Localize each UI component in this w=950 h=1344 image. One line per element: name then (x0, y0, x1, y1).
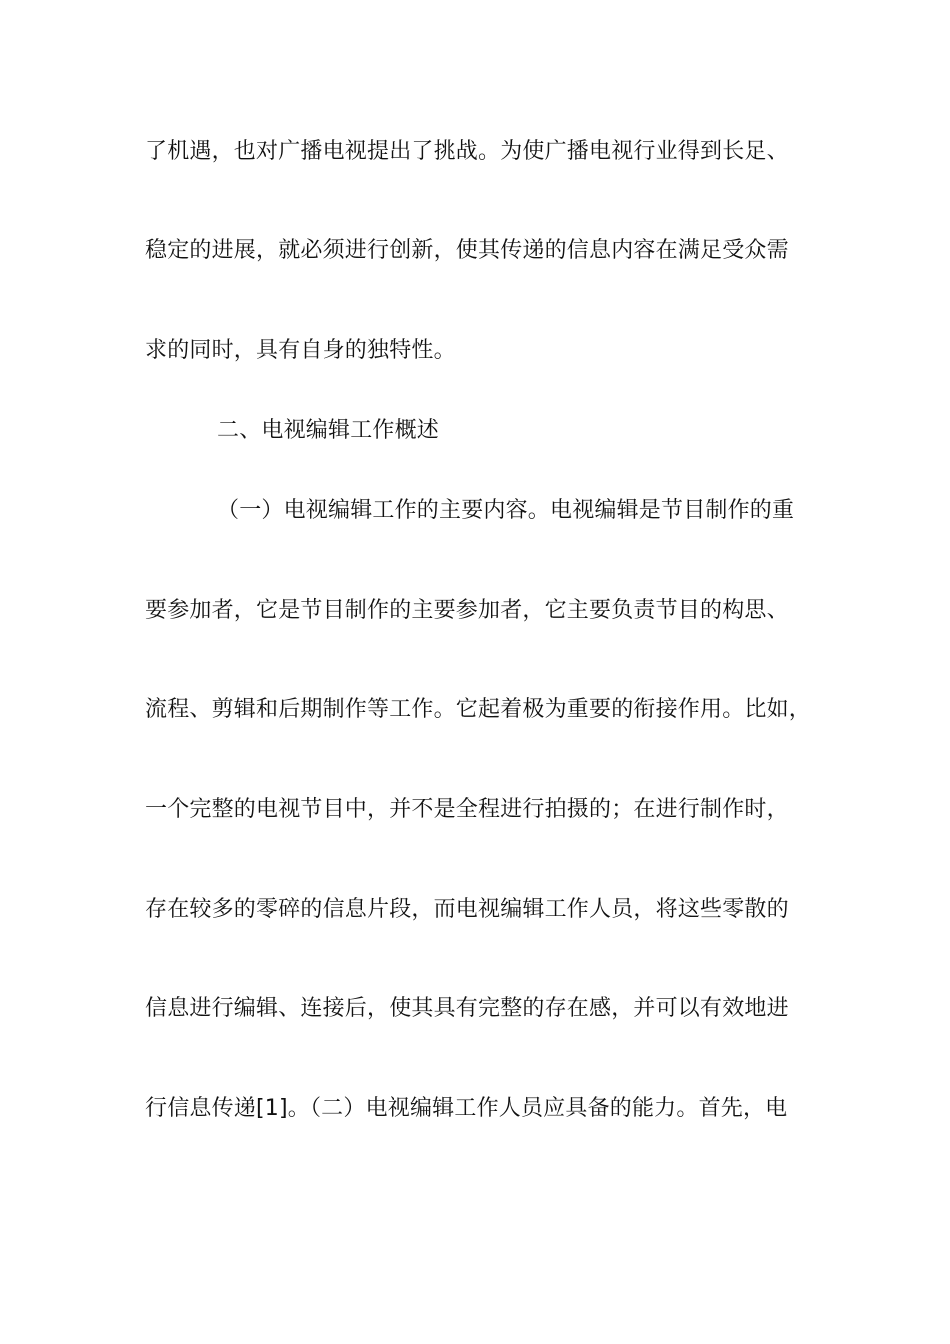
paragraph-line-8: 存在较多的零碎的信息片段，而电视编辑工作人员，将这些零散的 (145, 897, 789, 922)
paragraph-line-2: 稳定的进展，就必须进行创新，使其传递的信息内容在满足受众需 (145, 238, 789, 263)
paragraph-line-9: 信息进行编辑、连接后，使其具有完整的存在感，并可以有效地进 (145, 996, 789, 1021)
paragraph-line-10: 行信息传递[1]。（二）电视编辑工作人员应具备的能力。首先，电 (145, 1096, 788, 1121)
paragraph-line-7: 一个完整的电视节目中，并不是全程进行拍摄的；在进行制作时， (145, 797, 789, 822)
paragraph-line-5: 要参加者，它是节目制作的主要参加者，它主要负责节目的构思、 (145, 598, 789, 623)
paragraph-line-4: （一）电视编辑工作的主要内容。电视编辑是节目制作的重 (217, 498, 795, 523)
paragraph-line-6: 流程、剪辑和后期制作等工作。它起着极为重要的衔接作用。比如， (145, 697, 812, 722)
paragraph-line-1: 了机遇，也对广播电视提出了挑战。为使广播电视行业得到长足、 (145, 139, 789, 164)
paragraph-line-3: 求的同时，具有自身的独特性。 (145, 338, 456, 363)
section-heading: 二、电视编辑工作概述 (217, 418, 440, 443)
